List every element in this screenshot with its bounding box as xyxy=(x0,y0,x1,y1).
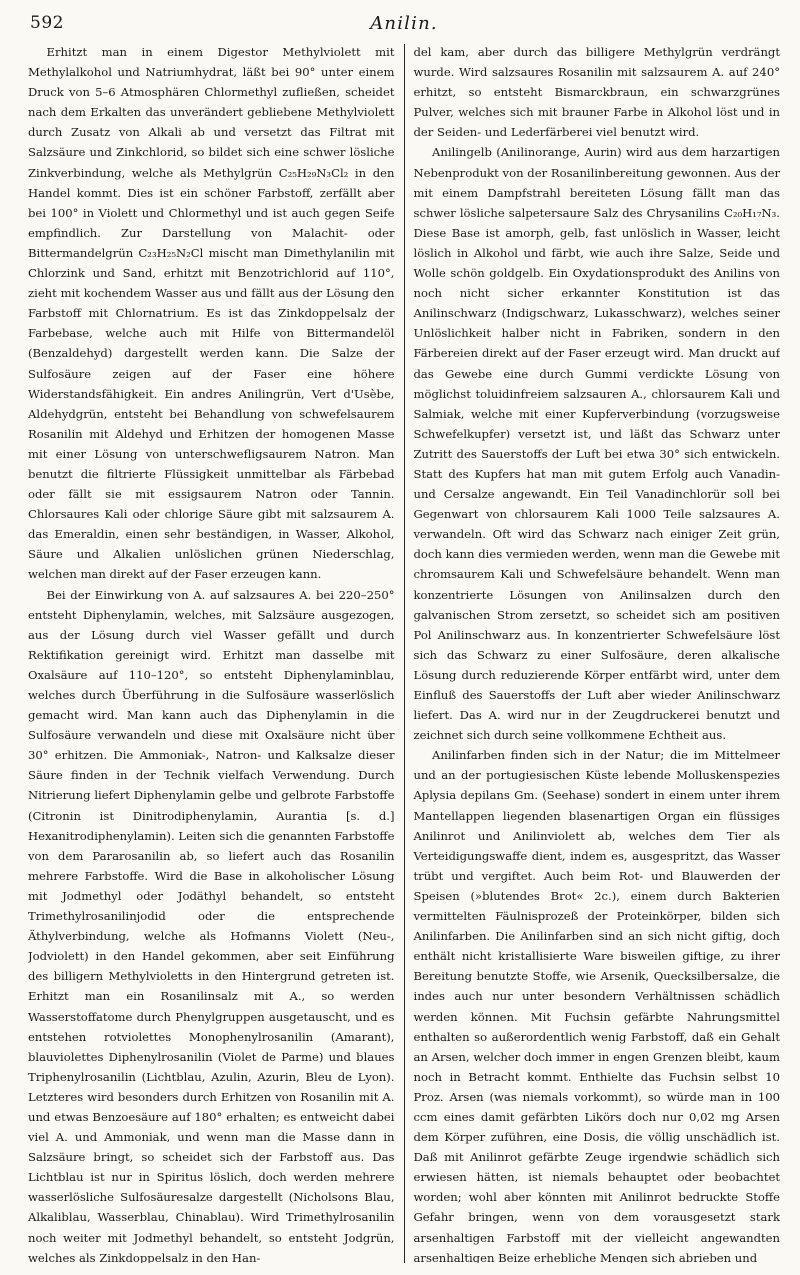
page-number: 592 xyxy=(30,13,64,33)
paragraph: Erhitzt man in einem Digestor Methylviolett mit Methylalkohol und Natriumhydrat, läßt bei 90° unter einem Druck von 5–6 Atmosphären Chlormethyl zufließen, scheidet nach dem Erkalten das unverändert gebliebene Methylviolett durch Zusatz von Alkali ab und versetzt das Filtrat mit Salzsäure und Zinkchlorid, so bildet sich eine schwer lösliche Zinkverbindung, welche als Methylgrün C₂₅H₂₉N₃Cl₂ in den Handel kommt. Dies ist ein schöner Farbstoff, zerfällt aber bei 100° in Violett und Chlormethyl und ist auch gegen Seife empfindlich. Zur Darstellung von Malachit- oder Bittermandelgrün C₂₃H₂₅N₂Cl mischt man Dimethylanilin mit Chlorzink und Sand, erhitzt mit Benzotrichlorid auf 110°, zieht mit kochendem Wasser aus und fällt aus der Lösung den Farbstoff mit Chlornatrium. Es ist das Zinkdoppelsalz der Farbebase, welche auch mit Hilfe von Bittermandelöl (Benzaldehyd) dargestellt werden kann. Die Salze der Sulfosäure zeigen auf der Faser eine höhere Widerstandsfähigkeit. Ein andres Anilingrün, Vert d'Usèbe, Aldehydgrün, entsteht bei Behandlung von schwefelsaurem Rosanilin mit Aldehyd und Erhitzen der homogenen Masse mit einer Lösung von unterschwefligsaurem Natron. Man benutzt die filtrierte Flüssigkeit unmittelbar als Färbebad oder fällt sie mit essigsaurem Natron oder Tannin. Chlorsaures Kali oder chlorige Säure gibt mit salzsaurem A. das Emeraldin, einen sehr beständigen, in Wasser, Alkohol, Säure und Alkalien unlöslichen grünen Niederschlag, welchen man direkt auf der Faser erzeugen kann. xyxy=(28,45,395,582)
paragraph: Anilinfarben finden sich in der Natur; die im Mittelmeer und an der portugiesischen Küste lebende Molluskenspezies Aplysia depilans Gm. (Seehase) sondert in einem unter ihrem Mantellappen liegenden blasenartigen Organ ein flüssiges Anilinrot und Anilinviolett ab, welches dem Tier als Verteidigungswaffe dient, indem es, ausgespritzt, das Wasser trübt und vergiftet. Auch beim Rot- und Blauwerden der Speisen (»blutendes Brot« 2c.), einem durch Bakterien vermittelten Fäulnisprozeß der Proteinkörper, bilden sich Anilinfarben. Die Anilinfarben sind an sich nicht giftig, doch enthält nicht kristallisierte Ware bisweilen giftige, zu ihrer Bereitung benutzte Stoffe, wie Arsenik, Quecksilbersalze, die indes auch nur unter besondern Verhältnissen schädlich werden können. Mit Fuchsin gefärbte Nahrungsmittel enthalten so außerordentlich wenig Farbstoff, daß ein Gehalt an Arsen, welcher doch immer in engen Grenzen bleibt, kaum noch in Betracht kommt. Enthielte das Fuchsin selbst 10 Proz. Arsen (was niemals vorkommt), so würde man in 100 ccm eines damit gefärbten Likörs doch nur 0,02 mg Arsen dem Körper zuführen, eine Dosis, die völlig unschädlich ist. Daß mit Anilinrot gefärbte Zeuge irgendwie schädlich sich erwiesen hätten, ist niemals behauptet oder beobachtet worden; wohl aber könnten mit Anilinrot bedruckte Stoffe Gefahr bringen, wenn von dem vorausgesetzt stark arsenhaltigen Farbstoff mit der vielleicht angewandten arsenhaltigen Beize erhebliche Mengen sich abrieben und xyxy=(413,748,780,1263)
right-column xyxy=(405,42,781,1263)
paragraph: Anilingelb (Anilinorange, Aurin) wird aus dem harzartigen Nebenprodukt von der Rosanilinbereitung gewonnen. Aus der mit einem Dampfstrahl bereiteten Lösung fällt man das schwer lösliche salpetersaure Salz des Chrysanilins C₂₀H₁₇N₃. Diese Base ist amorph, gelb, fast unlöslich in Wasser, leicht löslich in Alkohol und färbt, wie auch ihre Salze, Seide und Wolle schön goldgelb. Ein Oxydationsprodukt des Anilins von noch nicht sicher erkannter Konstitution ist das Anilinschwarz (Indigschwarz, Lukasschwarz), welches seiner Unlöslichkeit halber nicht in Fabriken, sondern in den Färbereien direkt auf der Faser erzeugt wird. Man druckt auf das Gewebe eine durch Gummi verdickte Lösung von möglichst toluidinfreiem salzsauren A., chlorsaurem Kali und Salmiak, welche mit einer Kupferverbindung (vorzugsweise Schwefelkupfer) versetzt ist, und läßt das Schwarz unter Zutritt des Sauerstoffs der Luft bei etwa 30° sich entwickeln. Statt des Kupfers hat man mit gutem Erfolg auch Vanadin- und Cersalze angewandt. Ein Teil Vanadinchlorür soll bei Gegenwart von chlorsaurem Kali 1000 Teile salzsaures A. verwandeln. Oft wird das Schwarz nach einiger Zeit grün, doch kann dies vermieden werden, wenn man die Gewebe mit chromsaurem Kali und Schwefelsäure behandelt. Wenn man konzentrierte Lösungen von Anilinsalzen durch den galvanischen Strom zersetzt, so scheidet sich am positiven Pol Anilinschwarz aus. In konzentrierter Schwefelsäure löst sich das Schwarz zu einer Sulfosäure, deren alkalische Lösung durch reduzierende Körper entfärbt wird, unter dem Einfluß des Sauerstoffs der Luft aber wieder Anilinschwarz liefert. Das A. wird nur in der Zeugdruckerei benutzt und zeichnet sich durch seine vollkommene Echtheit aus. xyxy=(413,145,780,743)
page-header xyxy=(30,6,778,40)
left-column xyxy=(28,42,404,1263)
text-columns xyxy=(28,42,780,1263)
paragraph: Bei der Einwirkung von A. auf salzsaures A. bei 220–250° entsteht Diphenylamin, welches, mit Salzsäure ausgezogen, aus der Lösung durch viel Wasser gefällt und durch Rektifikation gereinigt wird. Erhitzt man dasselbe mit Oxalsäure auf 110–120°, so entsteht Diphenylaminblau, welches durch Überführung in die Sulfosäure wasserlöslich gemacht wird. Man kann auch das Diphenylamin in die Sulfosäure verwandeln und diese mit Oxalsäure nicht über 30° erhitzen. Die Ammoniak-, Natron- und Kalksalze dieser Säure finden in der Technik vielfach Verwendung. Durch Nitrierung liefert Diphenylamin gelbe und gelbrote Farbstoffe (Citronin ist Dinitrodiphenylamin, Aurantia [s. d.] Hexanitrodiphenylamin). Leiten sich die genannten Farbstoffe von dem Pararosanilin ab, so liefert auch das Rosanilin mehrere Farbstoffe. Wird die Base in alkoholischer Lösung mit Jodmethyl oder Jodäthyl behandelt, so entsteht Trimethylrosanilinjodid oder die entsprechende Äthylverbindung, welche als Hofmanns Violett (Neu-, Jodviolett) in den Handel gekommen, aber seit Einführung des billigern Methylvioletts in den Hintergrund getreten ist. Erhitzt man ein Rosanilinsalz mit A., so werden Wasserstoffatome durch Phenylgruppen ausgetauscht, und es entstehen rotviolettes Monophenylrosanilin (Amarant), blauviolettes Diphenylrosanilin (Violet de Parme) und blaues Triphenylrosanilin (Lichtblau, Azulin, Azurin, Bleu de Lyon). Letzteres wird besonders durch Erhitzen von Rosanilin mit A. und etwas Benzoesäure auf 180° erhalten; es entweicht dabei viel A. und Ammoniak, und wenn man die Masse dann in Salzsäure bringt, so scheidet sich der Farbstoff aus. Das Lichtblau ist nur in Spiritus löslich, doch werden mehrere wasserlösliche Sulfosäuresalze dargestellt (Nicholsons Blau, Alkaliblau, Wasserblau, Chinablau). Wird Trimethylrosanilin noch weiter mit Jodmethyl behandelt, so entsteht Jodgrün, welches als Zinkdoppelsalz in den Han- xyxy=(28,587,395,1263)
running-title: Anilin. xyxy=(370,12,438,34)
paragraph: del kam, aber durch das billigere Methylgrün verdrängt wurde. Wird salzsaures Rosanilin mit salzsaurem A. auf 240° erhitzt, so entsteht Bismarckbraun, ein schwarzgrünes Pulver, welches sich mit brauner Farbe in Alkohol löst und in der Seiden- und Lederfärberei viel benutzt wird. xyxy=(413,45,780,140)
